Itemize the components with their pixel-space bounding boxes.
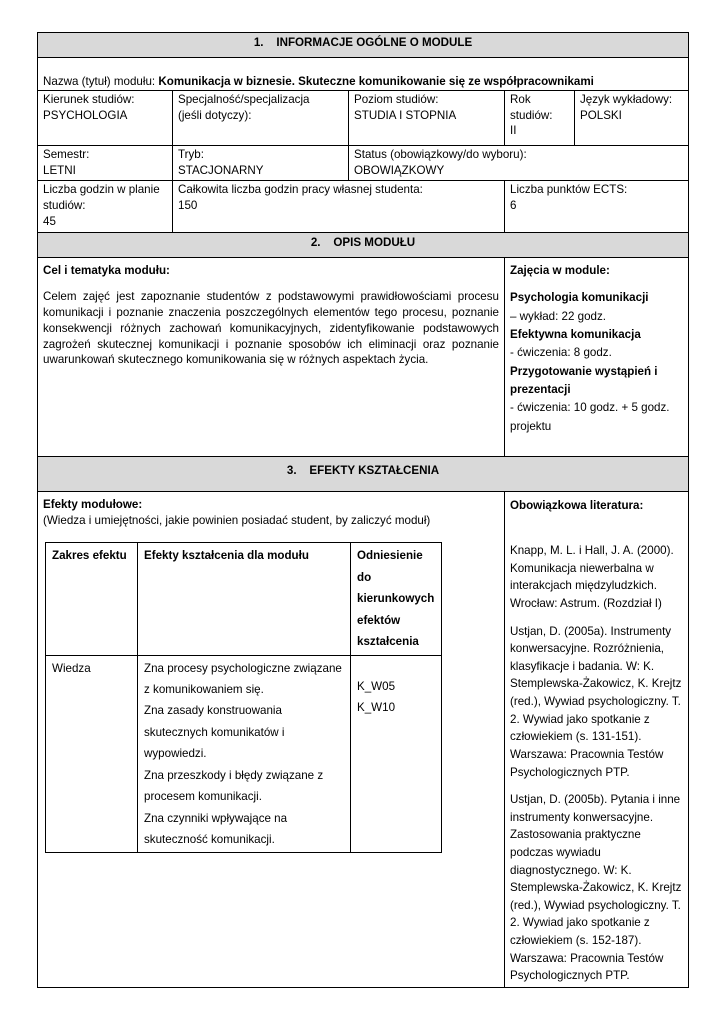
class-detail: - ćwiczenia: 8 godz. (510, 346, 612, 360)
hours-value: 45 (43, 214, 56, 228)
class-name: Efektywna komunikacja (510, 327, 641, 341)
classes-list (510, 289, 683, 436)
lang-cell (575, 90, 689, 145)
mode-value: STACJONARNY (178, 163, 264, 177)
class-detail: - ćwiczenia: 10 godz. + 5 godz. projektu (510, 401, 670, 433)
ref-code: K_W05 (357, 679, 396, 693)
module-name-value: Komunikacja w biznesie. Skuteczne komunikowanie się ze współpracownikami (158, 75, 594, 88)
class-detail: – wykład: 22 godz. (510, 309, 607, 323)
table-row (46, 655, 442, 853)
hours-cell (38, 181, 173, 232)
classes-heading: Zajęcia w module: (510, 263, 610, 277)
module-card (37, 32, 688, 988)
status-value: OBOWIĄZKOWY (354, 163, 445, 177)
literature-heading: Obowiązkowa literatura: (510, 498, 644, 512)
row-refs (351, 655, 442, 853)
lang-label: Język wykładowy: (580, 92, 673, 106)
selfwork-label: Całkowita liczba godzin pracy własnej studenta: (178, 183, 423, 197)
effect-item: Zna procesy psychologiczne związane z komunikowaniem się. (144, 661, 342, 696)
mode-label: Tryb: (178, 147, 204, 161)
ects-cell (505, 181, 689, 232)
level-cell (349, 90, 505, 145)
spec-label-2: (jeśli dotyczy): (178, 108, 252, 122)
class-name: Przygotowanie wystąpień i prezentacji (510, 364, 658, 396)
row-scope: Wiedza (46, 655, 138, 853)
class-name: Psychologia komunikacji (510, 291, 649, 305)
field-cell (38, 90, 173, 145)
year-label-2: studiów: (510, 108, 553, 122)
row-effects (138, 655, 351, 853)
status-cell (349, 145, 689, 181)
effects-heading: Efekty modułowe: (43, 497, 143, 511)
section-1-header: 1. INFORMACJE OGÓLNE O MODULE (38, 33, 689, 58)
goal-cell (38, 257, 505, 456)
module-table (37, 32, 689, 988)
ects-label: Liczba punktów ECTS: (510, 183, 628, 197)
lang-value: POLSKI (580, 108, 622, 122)
section-3-header: 3. EFEKTY KSZTAŁCENIA (38, 456, 689, 491)
header-scope: Zakres efektu (46, 543, 138, 655)
effects-cell (38, 491, 505, 987)
goal-heading: Cel i tematyka modułu: (43, 263, 170, 277)
semester-cell (38, 145, 173, 181)
literature-item: Knapp, M. L. i Hall, J. A. (2000). Komunikacja niewerbalna w interakcjach międzyludzkich. Wrocław: Astrum. (Rozdział I) (510, 544, 674, 611)
field-label: Kierunek studiów: (43, 92, 135, 106)
selfwork-value: 150 (178, 199, 198, 213)
year-label: Rok (510, 92, 531, 106)
literature-cell (505, 491, 689, 987)
field-value: PSYCHOLOGIA (43, 108, 128, 122)
section-2-header: 2. OPIS MODUŁU (38, 232, 689, 257)
module-name-label: Nazwa (tytuł) modułu: (43, 75, 156, 88)
goal-text: Celem zajęć jest zapoznanie studentów z podstawowymi prawidłowościami procesu komunikacji i poznanie znaczenia poszczególnych elementów tego procesu, poznanie konsekwencji różnych zachowań komunikacyjnych, zidentyfikowanie podstawowych zagrożeń skutecznej komunikacji i poznanie sposobów ich eliminacji oraz poznanie uwarunkowań skutecznego komunikowania się w różnych aspektach życia. (43, 290, 499, 367)
selfwork-cell (173, 181, 505, 232)
effect-item: Zna przeszkody i błędy związane z procesem komunikacji. (144, 768, 324, 804)
spec-label: Specjalność/specjalizacja (178, 92, 310, 106)
mode-cell (173, 145, 349, 181)
level-value: STUDIA I STOPNIA (354, 108, 457, 122)
effect-item: Zna czynniki wpływające na skuteczność komunikacji. (144, 811, 288, 847)
ref-code: K_W10 (357, 700, 396, 714)
literature-item: Ustjan, D. (2005a). Instrumenty konwersacyjne. Rozróżnienia, klasyfikacje i badania. W: K. Stemplewska-Żakowicz, K. Krejtz (red.), Wywiad psychologiczny. T. 2. Wywiad jako spotkanie z człowiekiem (s. 131-151). Warszawa: Pracownia Testów Psychologicznych PTP. (510, 624, 682, 779)
module-name-row (38, 58, 689, 91)
classes-cell (505, 257, 689, 456)
effects-table (45, 542, 442, 853)
year-cell (505, 90, 575, 145)
year-value: II (510, 124, 517, 138)
semester-value: LETNI (43, 163, 76, 177)
spec-cell (173, 90, 349, 145)
effect-item: Zna zasady konstruowania skutecznych komunikatów i wypowiedzi. (144, 704, 285, 761)
level-label: Poziom studiów: (354, 92, 439, 106)
hours-label: Liczba godzin w planie (43, 183, 160, 197)
hours-label-2: studiów: (43, 199, 86, 213)
effects-subtitle: (Wiedza i umiejętności, jakie powinien posiadać student, by zaliczyć moduł) (43, 514, 431, 528)
header-effects: Efekty kształcenia dla modułu (138, 543, 351, 655)
status-label: Status (obowiązkowy/do wyboru): (354, 147, 527, 161)
semester-label: Semestr: (43, 147, 90, 161)
header-reference: Odniesienie do kierunkowych efektów kształcenia (351, 543, 442, 655)
literature-item: Ustjan, D. (2005b). Pytania i inne instrumenty konwersacyjne. Zastosowania praktyczne podczas wywiadu diagnostycznego. W: K. Stemplewska-Żakowicz, K. Krejtz (red.), Wywiad psychologiczny. T. 2. Wywiad jako spotkanie z człowiekiem (s. 152-187). Warszawa: Pracownia Testów Psychologicznych PTP. (510, 793, 682, 983)
ects-value: 6 (510, 199, 517, 213)
